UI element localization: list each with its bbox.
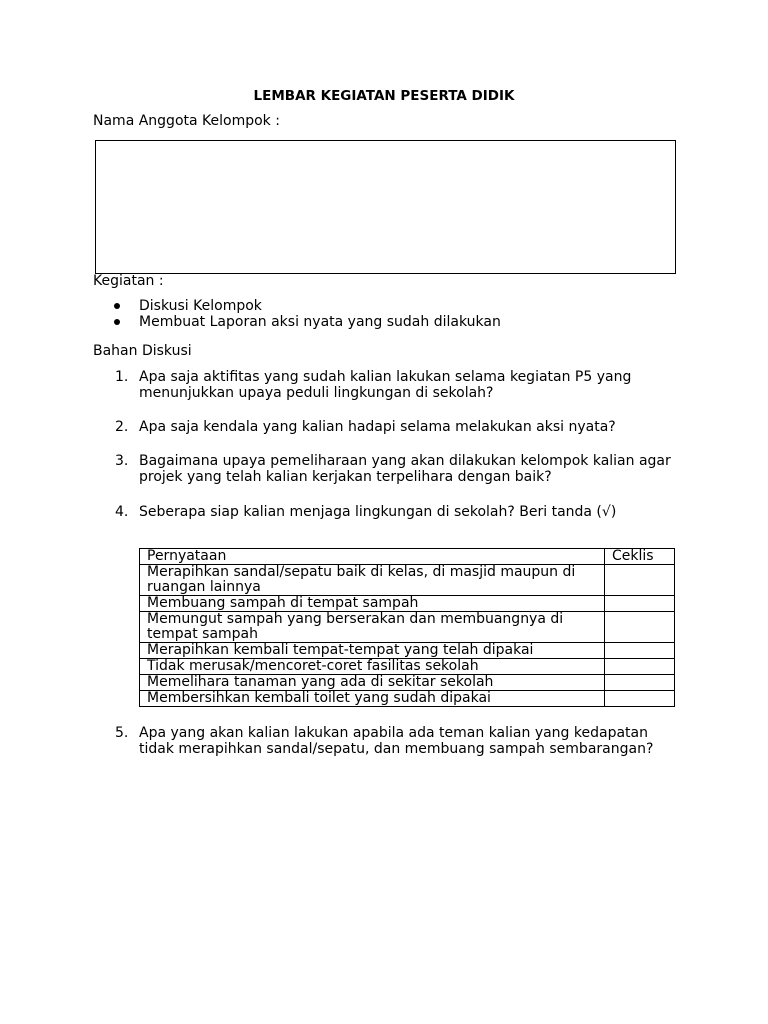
question-5	[115, 725, 675, 757]
activities-list	[114, 298, 501, 330]
list-item	[114, 314, 501, 330]
discussion-label: Bahan Diskusi	[93, 343, 192, 359]
table-header-check: Ceklis	[605, 549, 675, 565]
statement-cell: Memelihara tanaman yang ada di sekitar sekolah	[140, 675, 605, 691]
table-row	[140, 612, 675, 643]
check-cell[interactable]	[605, 565, 675, 596]
question-text: Seberapa siap kalian menjaga lingkungan di sekolah? Beri tanda (√)	[139, 504, 617, 520]
table-row	[140, 691, 675, 707]
table-header-statement: Pernyataan	[140, 549, 605, 565]
readiness-table	[139, 548, 675, 707]
activity-text: Diskusi Kelompok	[139, 298, 262, 314]
group-members-box[interactable]	[95, 140, 676, 274]
question-text: Apa saja aktifitas yang sudah kalian lakukan selama kegiatan P5 yang menunjukkan upaya peduli lingkungan di sekolah?	[139, 369, 632, 401]
check-cell[interactable]	[605, 675, 675, 691]
question-1	[115, 369, 675, 401]
question-4	[115, 504, 675, 520]
question-2	[115, 419, 675, 435]
table-row	[140, 659, 675, 675]
check-cell[interactable]	[605, 612, 675, 643]
statement-cell: Merapihkan kembali tempat-tempat yang telah dipakai	[140, 643, 605, 659]
table-row	[140, 596, 675, 612]
group-members-label: Nama Anggota Kelompok :	[93, 113, 280, 129]
question-number: 3.	[115, 453, 129, 469]
question-3	[115, 453, 675, 485]
bullet-icon	[114, 319, 120, 325]
statement-cell: Merapihkan sandal/sepatu baik di kelas, di masjid maupun di ruangan lainnya	[140, 565, 605, 596]
question-number: 2.	[115, 419, 129, 435]
check-cell[interactable]	[605, 643, 675, 659]
statement-cell: Membuang sampah di tempat sampah	[140, 596, 605, 612]
list-item	[114, 298, 501, 314]
question-number: 4.	[115, 504, 129, 520]
question-number: 1.	[115, 369, 129, 385]
table-row	[140, 675, 675, 691]
statement-cell: Tidak merusak/mencoret-coret fasilitas sekolah	[140, 659, 605, 675]
table-row	[140, 643, 675, 659]
table-row	[140, 565, 675, 596]
statement-cell: Membersihkan kembali toilet yang sudah dipakai	[140, 691, 605, 707]
question-text: Apa saja kendala yang kalian hadapi selama melakukan aksi nyata?	[139, 419, 616, 435]
question-number: 5.	[115, 725, 129, 741]
check-cell[interactable]	[605, 659, 675, 675]
bullet-icon	[114, 303, 120, 309]
activity-text: Membuat Laporan aksi nyata yang sudah dilakukan	[139, 314, 501, 330]
table-header-row	[140, 549, 675, 565]
check-cell[interactable]	[605, 596, 675, 612]
statement-cell: Memungut sampah yang berserakan dan membuangnya di tempat sampah	[140, 612, 605, 643]
question-text: Bagaimana upaya pemeliharaan yang akan dilakukan kelompok kalian agar projek yang telah kalian kerjakan terpelihara dengan baik?	[139, 453, 671, 485]
question-text: Apa yang akan kalian lakukan apabila ada teman kalian yang kedapatan tidak merapihkan sandal/sepatu, dan membuang sampah sembarangan?	[139, 725, 654, 757]
page-title: LEMBAR KEGIATAN PESERTA DIDIK	[253, 88, 515, 104]
check-cell[interactable]	[605, 691, 675, 707]
activities-label: Kegiatan :	[93, 273, 164, 289]
